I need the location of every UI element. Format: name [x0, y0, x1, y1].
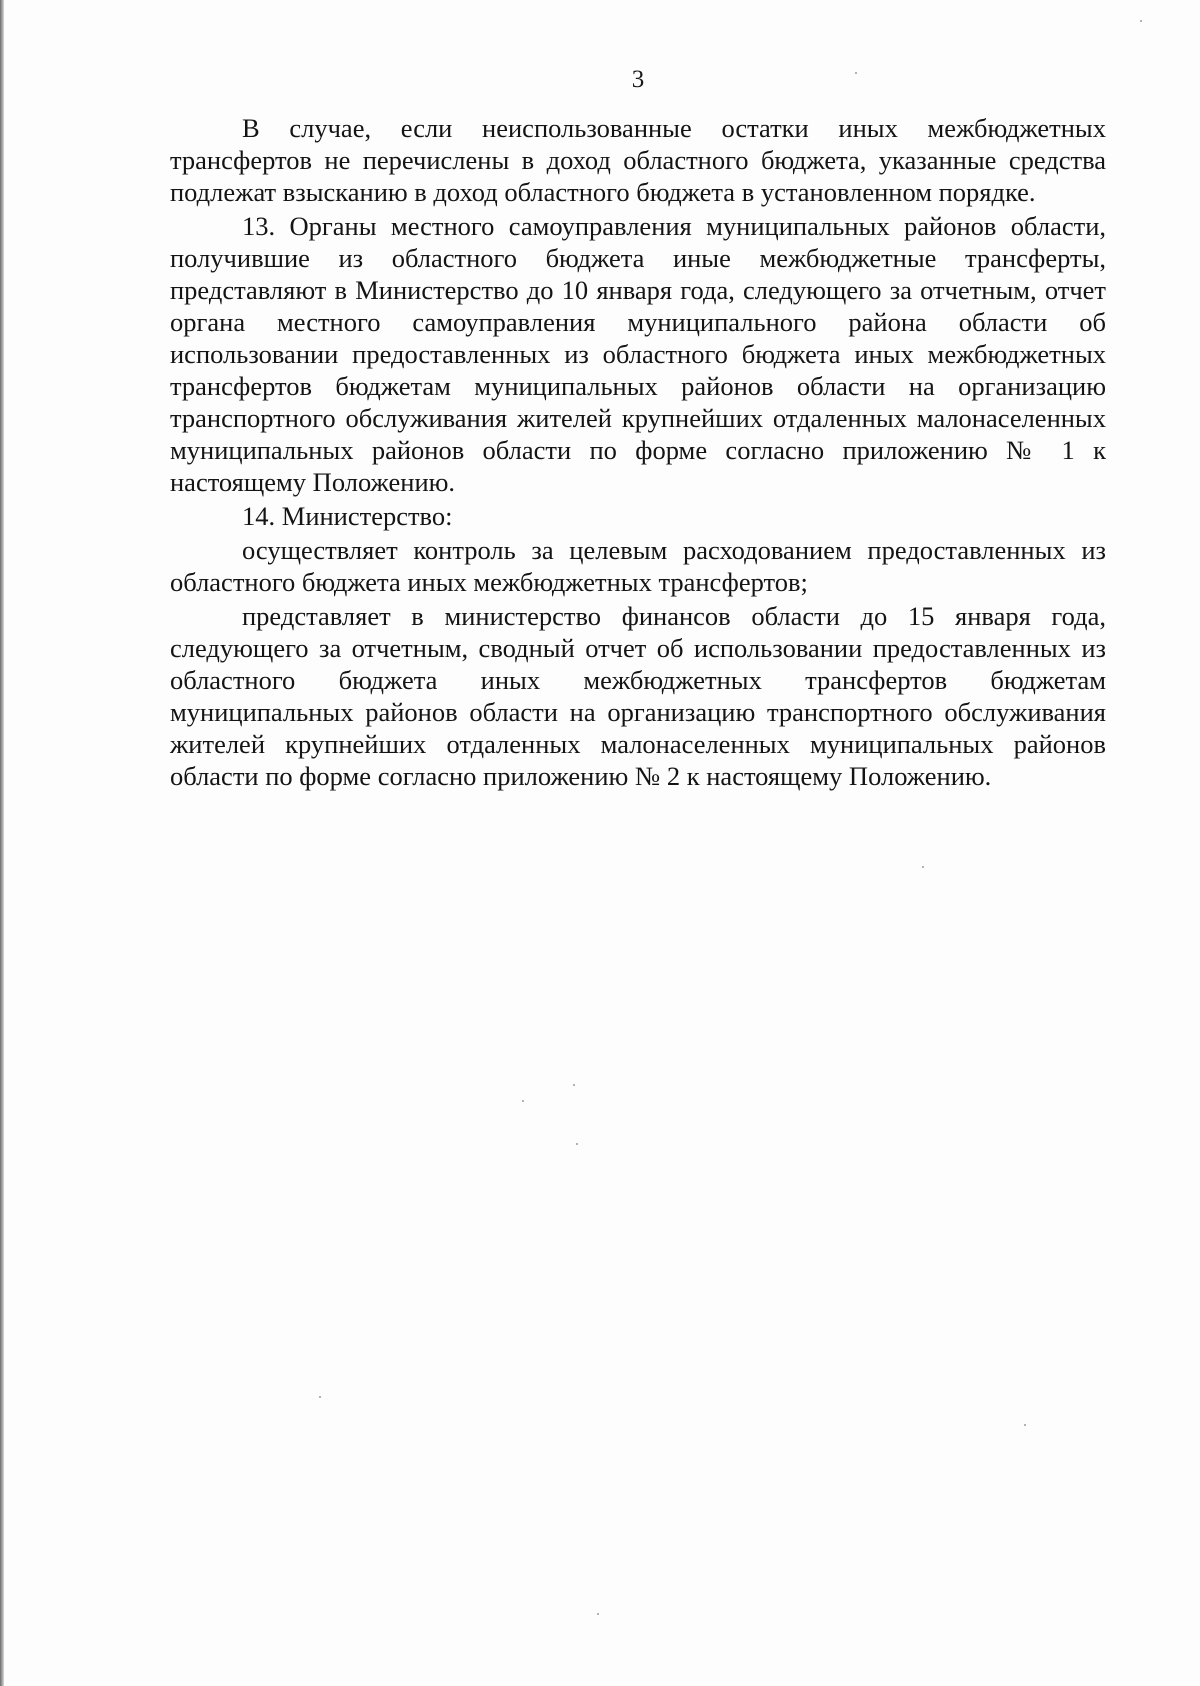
paragraph-14-ministry: 14. Министерство:	[242, 501, 453, 531]
document-body	[170, 112, 1106, 794]
scan-speck	[576, 1143, 578, 1145]
scan-speck	[597, 1613, 599, 1615]
page-number: 3	[631, 66, 645, 93]
scan-speck	[922, 866, 924, 868]
scan-speck	[1024, 1424, 1026, 1426]
scan-speck	[522, 1100, 524, 1102]
scan-edge	[0, 0, 4, 1686]
paragraph-ministry-control: осуществляет контроль за целевым расходованием предоставленных из областного бюджета иных межбюджетных трансфертов;	[170, 535, 1106, 597]
scan-speck	[573, 1084, 575, 1086]
paragraph-13-reporting: 13. Органы местного самоуправления муниципальных районов области, получившие из областного бюджета иные межбюджетные трансферты, представляют в Министерство до 10 января года, следующего за отчетным, отчет органа местного самоуправления муниципального района области об использовании предоставленных из областного бюджета иных межбюджетных трансфертов бюджетам муниципальных районов области на организацию транспортного обслуживания жителей крупнейших отдаленных малонаселенных муниципальных районов области по форме согласно приложению № 1 к настоящему Положению.	[170, 211, 1106, 497]
paragraph-unused-balances: В случае, если неиспользованные остатки иных межбюджетных трансфертов не перечислены в доход областного бюджета, указанные средства подлежат взысканию в доход областного бюджета в установленном порядке.	[170, 113, 1106, 207]
scan-speck	[1140, 20, 1142, 22]
paragraph-ministry-summary-report: представляет в министерство финансов области до 15 января года, следующего за отчетным, сводный отчет об использовании предоставленных из областного бюджета иных межбюджетных трансфертов бюджетам муниципальных районов области на организацию транспортного обслуживания жителей крупнейших отдаленных малонаселенных муниципальных районов области по форме согласно приложению № 2 к настоящему Положению.	[170, 601, 1106, 791]
scan-speck	[319, 1396, 321, 1398]
